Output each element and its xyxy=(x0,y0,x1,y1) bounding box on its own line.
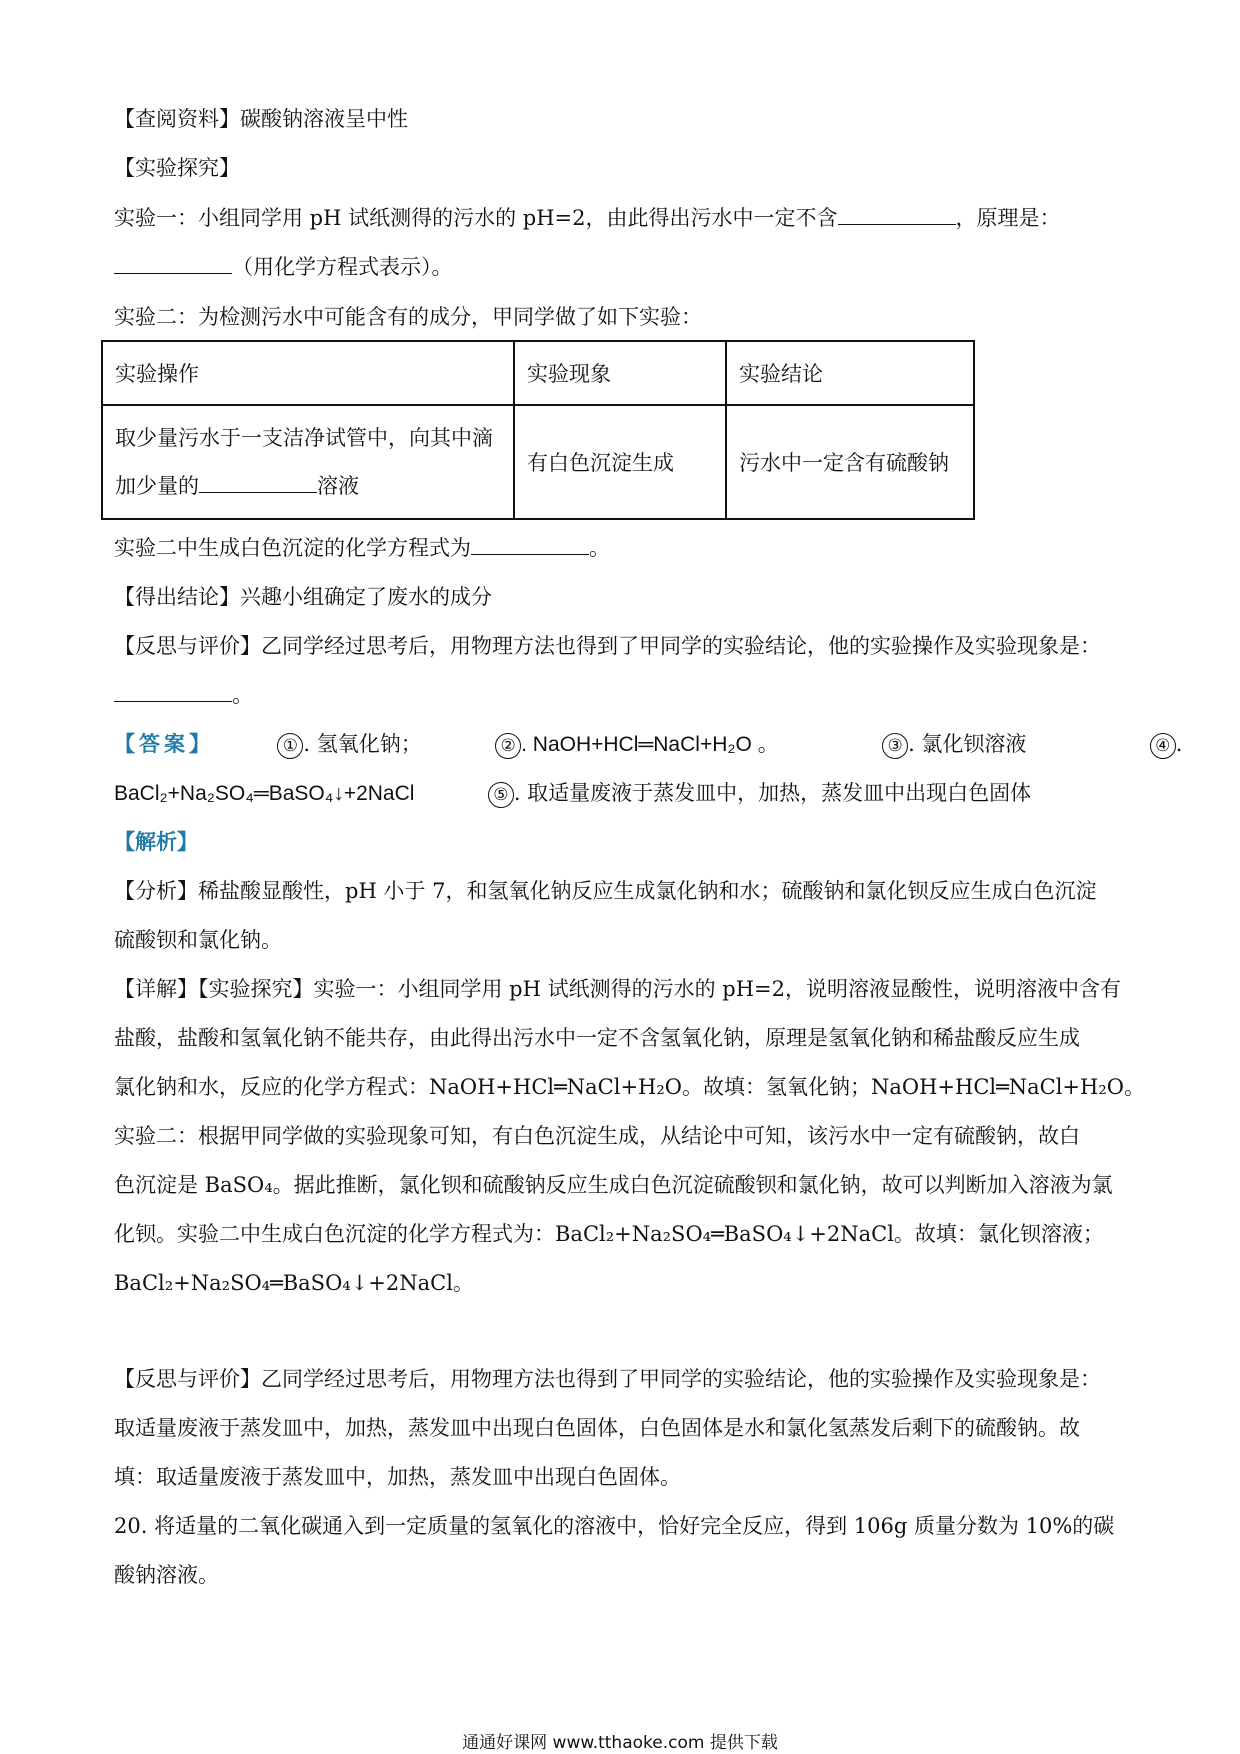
question-20: 20. 将适量的二氧化碳通入到一定质量的氢氧化的溶液中，恰好完全反应，得到 106g 质量分数为 10%的碳 xyxy=(114,1514,1115,1538)
text-line: 【分析】稀盐酸显酸性，pH 小于 7，和氢氧化钠反应生成氯化钠和水；硫酸钠和氯化钡反应生成白色沉淀 xyxy=(114,879,1097,903)
text-line: 化钡。实验二中生成白色沉淀的化学方程式为：BaCl₂+Na₂SO₄═BaSO₄↓+2NaCl。故填：氯化钡溶液； xyxy=(114,1222,1104,1246)
answer-blank xyxy=(838,204,956,225)
operation-line: 取少量污水于一支洁净试管中，向其中滴 xyxy=(115,426,493,450)
answer-label: 【答案】 xyxy=(114,731,214,756)
answer-item: . NaOH+HCl═NaCl+H₂O 。 xyxy=(521,733,779,756)
text-span: 实验一：小组同学用 pH 试纸测得的污水的 pH=2，由此得出污水中一定不含 xyxy=(114,206,838,230)
text-span: 溶液 xyxy=(317,474,359,498)
circled-number: ③ xyxy=(882,733,908,759)
answer-blank xyxy=(199,472,317,493)
circled-number: ① xyxy=(277,733,303,759)
table-header-cell: 实验操作 xyxy=(102,341,514,405)
text-line: 【反思与评价】乙同学经过思考后，用物理方法也得到了甲同学的实验结论，他的实验操作及实验现象是： xyxy=(114,634,1101,658)
table-cell-phenomenon: 有白色沉淀生成 xyxy=(514,405,726,519)
text-span: 。 xyxy=(232,683,253,707)
text-span: 。 xyxy=(589,536,610,560)
text-line: 填：取适量废液于蒸发皿中，加热，蒸发皿中出现白色固体。 xyxy=(114,1465,681,1489)
operation-line xyxy=(115,462,501,510)
analysis-label: 【解析】 xyxy=(114,829,198,854)
table-row xyxy=(102,405,974,519)
answer-item: BaCl₂+Na₂SO₄═BaSO₄↓+2NaCl xyxy=(114,782,415,805)
text-line: 【详解】【实验探究】实验一：小组同学用 pH 试纸测得的污水的 pH=2，说明溶液显酸性，说明溶液中含有 xyxy=(114,977,1121,1001)
answer-blank xyxy=(114,681,232,702)
answer-line xyxy=(114,729,1182,760)
table-header-row xyxy=(102,341,974,405)
footer-text: 通通好课网 www.tthaoke.com 提供下载 xyxy=(462,1733,778,1753)
answer-blank xyxy=(114,253,232,274)
table-header-cell: 实验结论 xyxy=(726,341,974,405)
table-cell-operation xyxy=(102,405,514,519)
text-line: 【反思与评价】乙同学经过思考后，用物理方法也得到了甲同学的实验结论，他的实验操作及实验现象是： xyxy=(114,1367,1101,1391)
text-line: 硫酸钡和氯化钠。 xyxy=(114,928,282,952)
text-line: 【得出结论】兴趣小组确定了废水的成分 xyxy=(114,585,492,609)
text-line: 氯化钠和水，反应的化学方程式：NaOH+HCl═NaCl+H₂O。故填：氢氧化钠；NaOH+HCl═NaCl+H₂O。 xyxy=(114,1075,1145,1099)
answer-item: . 氯化钡溶液 xyxy=(908,732,1027,756)
text-span: 实验二中生成白色沉淀的化学方程式为 xyxy=(114,536,471,560)
table-header-cell: 实验现象 xyxy=(514,341,726,405)
answer-line xyxy=(114,778,1031,809)
answer-item: . 氢氧化钠； xyxy=(303,732,422,756)
answer-item: . 取适量废液于蒸发皿中，加热，蒸发皿中出现白色固体 xyxy=(513,781,1032,805)
text-line: BaCl₂+Na₂SO₄═BaSO₄↓+2NaCl。 xyxy=(114,1271,474,1295)
text-line xyxy=(114,203,1061,233)
text-line: 实验二：根据甲同学做的实验现象可知，有白色沉淀生成，从结论中可知，该污水中一定有硫酸钠，故白 xyxy=(114,1124,1080,1148)
question-20: 酸钠溶液。 xyxy=(114,1563,219,1587)
text-line: 实验二：为检测污水中可能含有的成分，甲同学做了如下实验： xyxy=(114,305,702,329)
circled-number: ⑤ xyxy=(488,782,514,808)
text-span: ，原理是： xyxy=(955,206,1061,230)
answer-blank xyxy=(471,534,589,555)
table-cell-conclusion: 污水中一定含有硫酸钠 xyxy=(726,405,974,519)
circled-number: ② xyxy=(495,733,521,759)
text-line: 【查阅资料】碳酸钠溶液呈中性 xyxy=(114,107,408,131)
text-line xyxy=(114,252,453,282)
text-line: 取适量废液于蒸发皿中，加热，蒸发皿中出现白色固体，白色固体是水和氯化氢蒸发后剩下的硫酸钠。故 xyxy=(114,1416,1080,1440)
text-span: （用化学方程式表示）。 xyxy=(232,255,453,279)
text-line: 色沉淀是 BaSO₄。据此推断，氯化钡和硫酸钠反应生成白色沉淀硫酸钡和氯化钠，故可以判断加入溶液为氯 xyxy=(114,1173,1113,1197)
circled-number: ④ xyxy=(1150,733,1176,759)
text-line xyxy=(114,533,610,563)
text-line: 盐酸，盐酸和氢氧化钠不能共存，由此得出污水中一定不含氢氧化钠，原理是氢氧化钠和稀盐酸反应生成 xyxy=(114,1026,1080,1050)
text-span: 加少量的 xyxy=(115,474,199,498)
answer-item: . xyxy=(1175,732,1183,756)
text-line xyxy=(114,680,253,710)
experiment-table xyxy=(101,340,975,520)
section-heading: 【实验探究】 xyxy=(114,156,240,180)
